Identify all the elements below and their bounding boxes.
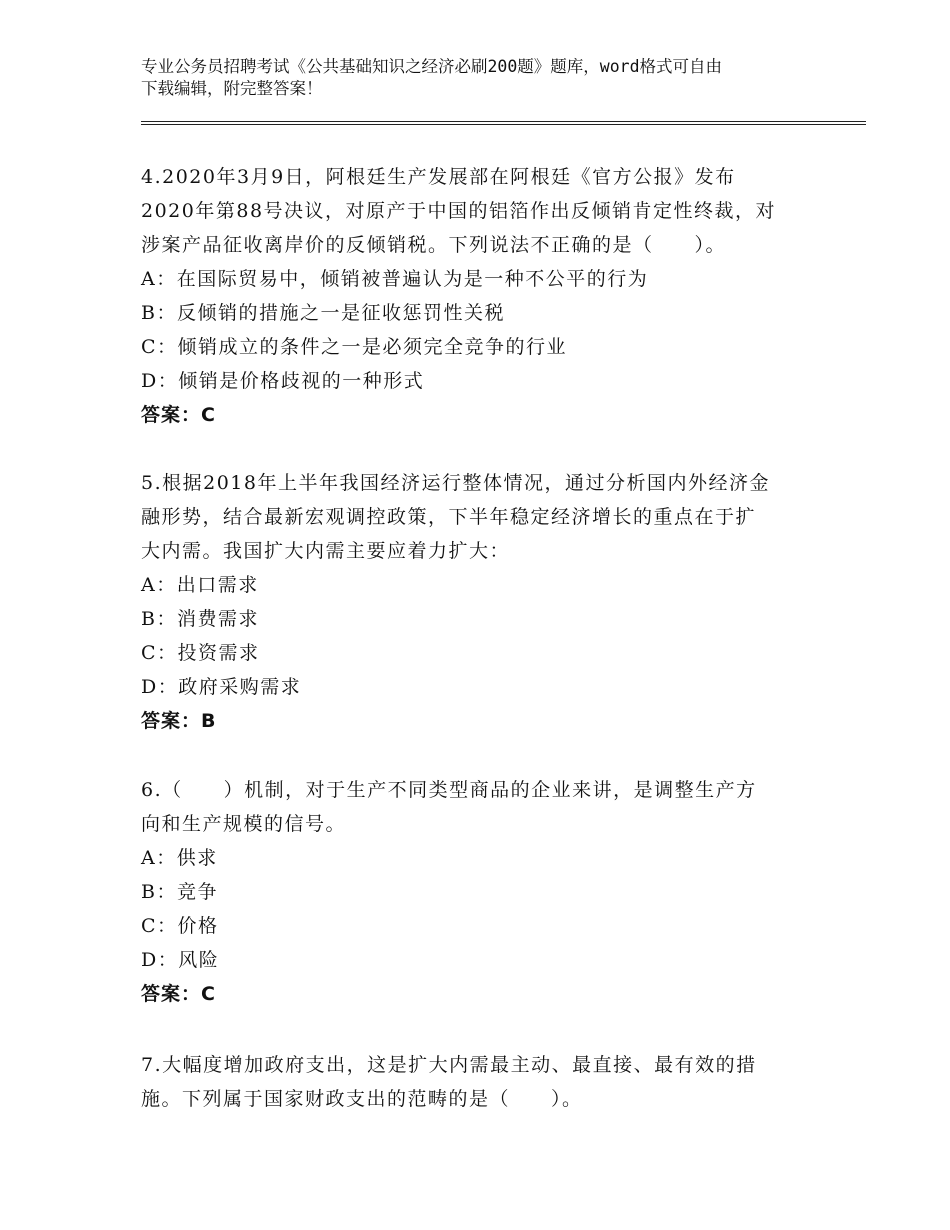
document-header	[141, 56, 841, 100]
question-6-option-d: D：风险	[141, 949, 220, 971]
question-5-answer: 答案：B	[141, 710, 217, 732]
header-line-1: 专业公务员招聘考试《公共基础知识之经济必刷200题》题库，word格式可自由	[141, 57, 723, 76]
header-divider-bottom	[141, 124, 866, 125]
question-5-option-b: B：消费需求	[141, 608, 259, 630]
question-6-option-a: A：供求	[141, 847, 218, 869]
question-6-option-b: B：竞争	[141, 881, 218, 903]
question-6	[141, 773, 821, 1011]
question-7	[141, 1048, 821, 1116]
question-6-option-c: C：价格	[141, 915, 219, 937]
header-divider-top	[141, 121, 866, 122]
question-4-option-b: B：反倾销的措施之一是征收惩罚性关税	[141, 302, 505, 324]
question-5-stem-line-2: 融形势，结合最新宏观调控政策，下半年稳定经济增长的重点在于扩	[141, 506, 757, 528]
question-4-option-c: C：倾销成立的条件之一是必须完全竞争的行业	[141, 336, 568, 358]
question-5	[141, 466, 821, 738]
question-4-stem-line-3: 涉案产品征收离岸价的反倾销税。下列说法不正确的是（ ）。	[141, 234, 727, 256]
question-5-option-a: A：出口需求	[141, 574, 259, 596]
question-4-option-d: D：倾销是价格歧视的一种形式	[141, 370, 425, 392]
question-5-option-c: C：投资需求	[141, 642, 260, 664]
question-4-answer: 答案：C	[141, 404, 216, 426]
question-4-option-a: A：在国际贸易中，倾销被普遍认为是一种不公平的行为	[141, 268, 649, 290]
question-6-answer: 答案：C	[141, 983, 216, 1005]
question-7-stem-line-2: 施。下列属于国家财政支出的范畴的是（ ）。	[141, 1088, 583, 1110]
question-7-stem-line-1: 7.大幅度增加政府支出，这是扩大内需最主动、最直接、最有效的措	[141, 1054, 757, 1076]
header-line-2: 下载编辑，附完整答案！	[141, 79, 323, 98]
question-4-stem-line-2: 2020年第88号决议，对原产于中国的铝箔作出反倾销肯定性终裁，对	[141, 200, 777, 222]
question-4-stem-line-1: 4.2020年3月9日，阿根廷生产发展部在阿根廷《官方公报》发布	[141, 166, 736, 188]
question-6-stem-line-2: 向和生产规模的信号。	[141, 813, 347, 835]
question-6-stem-line-1: 6.（ ）机制，对于生产不同类型商品的企业来讲，是调整生产方	[141, 779, 757, 801]
question-5-stem-line-1: 5.根据2018年上半年我国经济运行整体情况，通过分析国内外经济金	[141, 472, 770, 494]
question-4	[141, 160, 821, 432]
question-5-stem-line-3: 大内需。我国扩大内需主要应着力扩大：	[141, 540, 511, 562]
question-5-option-d: D：政府采购需求	[141, 676, 302, 698]
